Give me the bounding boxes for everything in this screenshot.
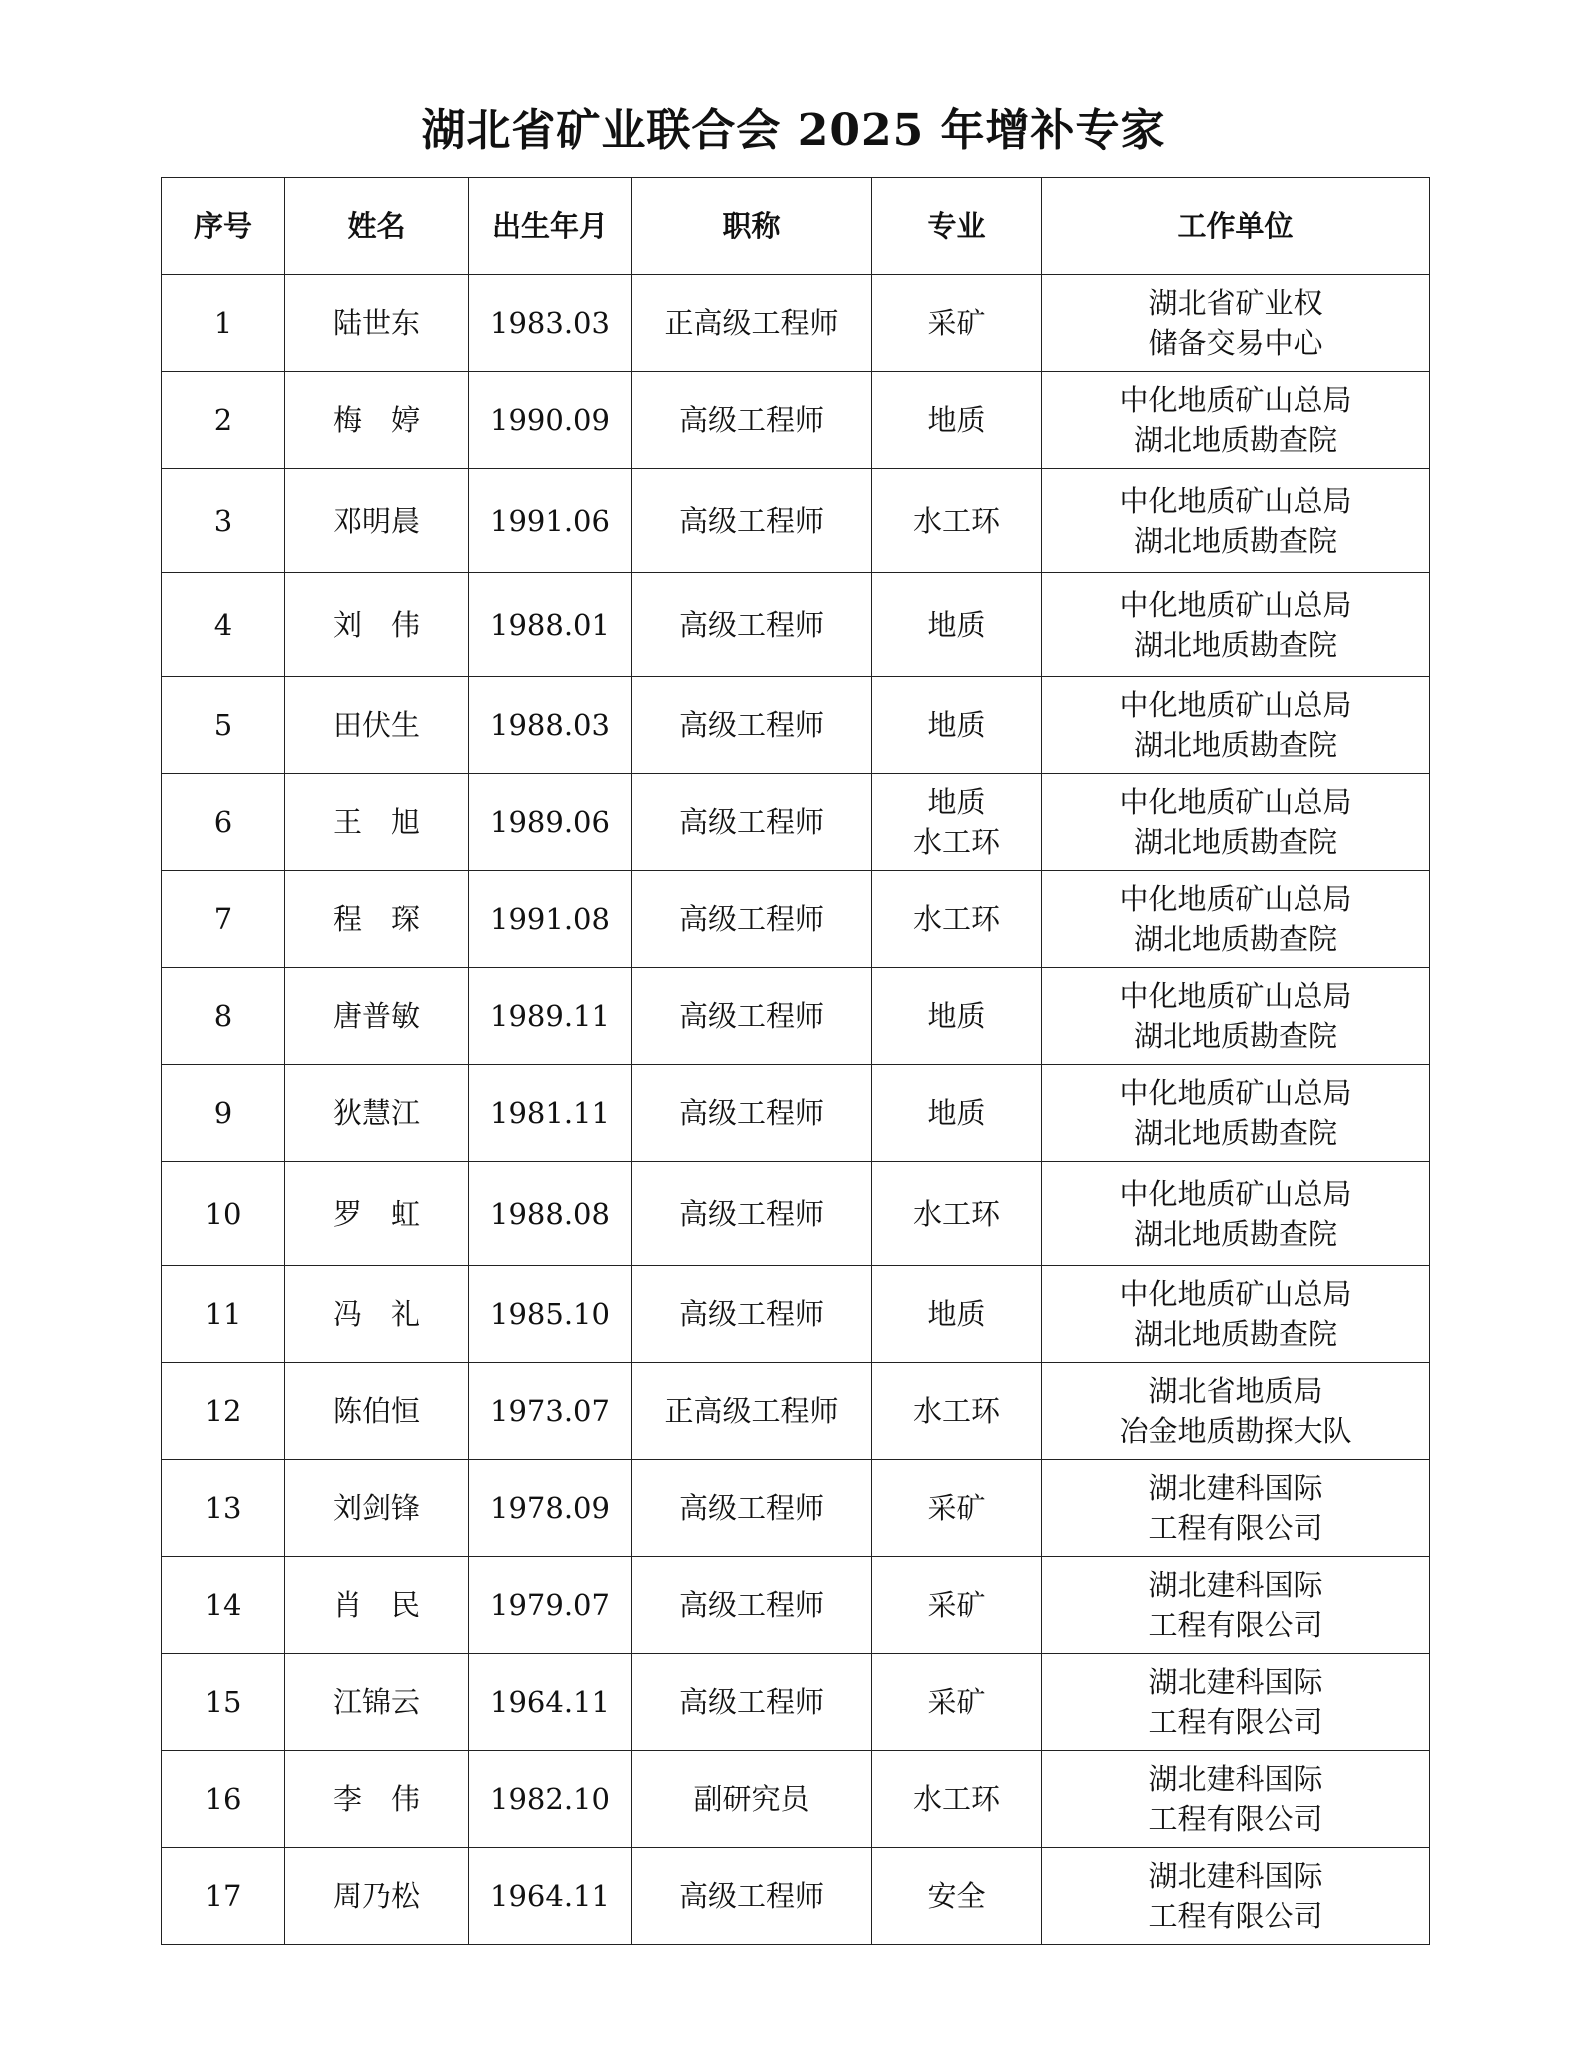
cell-unit-line: 中化地质矿山总局	[1119, 483, 1352, 518]
cell-name: 狄慧江	[285, 1065, 469, 1162]
cell-unit-line: 中化地质矿山总局	[1119, 688, 1352, 722]
cell-birth: 1990.09	[469, 372, 632, 469]
cell-name: 冯 礼	[285, 1266, 469, 1363]
cell-name: 肖 民	[285, 1557, 469, 1654]
cell-title: 副研究员	[632, 1751, 872, 1848]
cell-title: 高级工程师	[632, 372, 872, 469]
cell-seq: 4	[162, 573, 285, 677]
header-name: 姓名	[285, 178, 469, 275]
cell-major-line: 地质	[927, 607, 986, 642]
table-row	[162, 1266, 1430, 1363]
cell-seq: 6	[162, 774, 285, 871]
cell-major	[872, 1162, 1042, 1266]
cell-major-line: 采矿	[927, 306, 986, 340]
cell-major	[872, 573, 1042, 677]
cell-title: 高级工程师	[632, 1162, 872, 1266]
cell-unit-line: 工程有限公司	[1148, 1705, 1323, 1739]
cell-unit-line: 湖北地质勘查院	[1133, 1317, 1337, 1351]
cell-seq: 3	[162, 469, 285, 573]
cell-seq: 17	[162, 1848, 285, 1945]
cell-unit-line: 储备交易中心	[1148, 326, 1323, 360]
cell-major	[872, 968, 1042, 1065]
cell-name: 江锦云	[285, 1654, 469, 1751]
cell-major	[872, 1266, 1042, 1363]
cell-title: 高级工程师	[632, 1460, 872, 1557]
cell-seq: 11	[162, 1266, 285, 1363]
cell-major	[872, 677, 1042, 774]
table-row	[162, 871, 1430, 968]
cell-name: 邓明晨	[285, 469, 469, 573]
cell-unit	[1042, 1460, 1430, 1557]
cell-title: 高级工程师	[632, 1654, 872, 1751]
cell-unit	[1042, 1751, 1430, 1848]
header-title: 职称	[632, 178, 872, 275]
cell-unit	[1042, 1363, 1430, 1460]
cell-unit	[1042, 469, 1430, 573]
cell-major-line: 安全	[927, 1879, 986, 1913]
cell-title: 高级工程师	[632, 871, 872, 968]
cell-title: 高级工程师	[632, 1266, 872, 1363]
cell-major-line: 采矿	[927, 1685, 986, 1719]
cell-unit	[1042, 275, 1430, 372]
table-row	[162, 372, 1430, 469]
cell-name: 刘 伟	[285, 573, 469, 677]
cell-major	[872, 1848, 1042, 1945]
cell-seq: 14	[162, 1557, 285, 1654]
cell-major-line: 水工环	[912, 1196, 1000, 1231]
table-row	[162, 1848, 1430, 1945]
cell-unit-line: 湖北省矿业权	[1148, 286, 1323, 320]
cell-birth: 1985.10	[469, 1266, 632, 1363]
cell-name: 梅 婷	[285, 372, 469, 469]
cell-major	[872, 1751, 1042, 1848]
cell-unit-line: 中化地质矿山总局	[1119, 587, 1352, 622]
cell-unit-line: 湖北地质勘查院	[1133, 423, 1337, 457]
table-header-row	[162, 178, 1430, 275]
cell-birth: 1964.11	[469, 1848, 632, 1945]
cell-seq: 5	[162, 677, 285, 774]
cell-birth: 1991.06	[469, 469, 632, 573]
cell-seq: 15	[162, 1654, 285, 1751]
cell-major-line: 地质	[927, 999, 986, 1033]
cell-title: 高级工程师	[632, 968, 872, 1065]
cell-title: 正高级工程师	[632, 275, 872, 372]
cell-unit	[1042, 1848, 1430, 1945]
cell-birth: 1979.07	[469, 1557, 632, 1654]
cell-unit	[1042, 677, 1430, 774]
table-row	[162, 968, 1430, 1065]
page-title: 湖北省矿业联合会 2025 年增补专家	[421, 105, 1166, 156]
cell-name: 程 琛	[285, 871, 469, 968]
cell-unit-line: 湖北省地质局	[1148, 1374, 1323, 1408]
cell-unit-line: 中化地质矿山总局	[1119, 1076, 1352, 1110]
cell-major-line: 水工环	[912, 1394, 1000, 1428]
table-row	[162, 573, 1430, 677]
cell-major	[872, 1460, 1042, 1557]
cell-birth: 1988.08	[469, 1162, 632, 1266]
cell-major-line: 水工环	[912, 503, 1000, 538]
cell-major	[872, 1363, 1042, 1460]
cell-unit	[1042, 871, 1430, 968]
table-row	[162, 1460, 1430, 1557]
cell-unit-line: 湖北地质勘查院	[1133, 922, 1337, 956]
cell-seq: 1	[162, 275, 285, 372]
cell-birth: 1989.06	[469, 774, 632, 871]
cell-unit-line: 中化地质矿山总局	[1119, 785, 1352, 819]
cell-major	[872, 871, 1042, 968]
cell-unit	[1042, 774, 1430, 871]
cell-major-line: 地质	[927, 708, 986, 742]
cell-seq: 8	[162, 968, 285, 1065]
cell-title: 正高级工程师	[632, 1363, 872, 1460]
cell-major-line: 水工环	[912, 902, 1000, 936]
cell-birth: 1973.07	[469, 1363, 632, 1460]
cell-major	[872, 372, 1042, 469]
table-body	[162, 275, 1430, 1945]
cell-major	[872, 1654, 1042, 1751]
cell-birth: 1981.11	[469, 1065, 632, 1162]
cell-unit-line: 湖北建科国际	[1148, 1762, 1323, 1796]
cell-birth: 1978.09	[469, 1460, 632, 1557]
table-row	[162, 774, 1430, 871]
cell-unit-line: 湖北地质勘查院	[1133, 523, 1337, 558]
cell-unit-line: 湖北地质勘查院	[1133, 728, 1337, 762]
cell-birth: 1991.08	[469, 871, 632, 968]
cell-unit	[1042, 1162, 1430, 1266]
cell-seq: 16	[162, 1751, 285, 1848]
cell-unit	[1042, 573, 1430, 677]
header-major: 专业	[872, 178, 1042, 275]
cell-major	[872, 774, 1042, 871]
cell-seq: 13	[162, 1460, 285, 1557]
cell-unit-line: 湖北建科国际	[1148, 1471, 1323, 1505]
cell-unit-line: 工程有限公司	[1148, 1899, 1323, 1933]
cell-unit-line: 湖北建科国际	[1148, 1859, 1323, 1893]
cell-unit	[1042, 968, 1430, 1065]
cell-name: 王 旭	[285, 774, 469, 871]
cell-unit-line: 中化地质矿山总局	[1119, 383, 1352, 417]
cell-major	[872, 1065, 1042, 1162]
cell-name: 刘剑锋	[285, 1460, 469, 1557]
cell-birth: 1982.10	[469, 1751, 632, 1848]
cell-seq: 9	[162, 1065, 285, 1162]
cell-major	[872, 1557, 1042, 1654]
cell-unit	[1042, 1654, 1430, 1751]
table-row	[162, 1557, 1430, 1654]
cell-name: 陆世东	[285, 275, 469, 372]
cell-major-line: 地质	[927, 1096, 986, 1130]
cell-major-line: 水工环	[912, 1782, 1000, 1816]
cell-birth: 1988.03	[469, 677, 632, 774]
table-row	[162, 1363, 1430, 1460]
cell-major-line: 地质	[927, 1297, 986, 1331]
cell-unit-line: 冶金地质勘探大队	[1119, 1414, 1352, 1448]
cell-unit-line: 中化地质矿山总局	[1119, 882, 1352, 916]
cell-title: 高级工程师	[632, 469, 872, 573]
table-row	[162, 1654, 1430, 1751]
cell-major-line: 水工环	[912, 825, 1000, 859]
cell-title: 高级工程师	[632, 1557, 872, 1654]
cell-birth: 1988.01	[469, 573, 632, 677]
cell-birth: 1983.03	[469, 275, 632, 372]
header-seq: 序号	[162, 178, 285, 275]
cell-name: 周乃松	[285, 1848, 469, 1945]
cell-seq: 12	[162, 1363, 285, 1460]
cell-major-line: 地质	[927, 403, 986, 437]
cell-major-line: 地质	[927, 785, 986, 819]
cell-unit-line: 中化地质矿山总局	[1119, 1176, 1352, 1211]
cell-unit-line: 工程有限公司	[1148, 1608, 1323, 1642]
cell-unit	[1042, 1266, 1430, 1363]
cell-unit-line: 湖北地质勘查院	[1133, 1116, 1337, 1150]
cell-major	[872, 469, 1042, 573]
header-birth: 出生年月	[469, 178, 632, 275]
cell-major-line: 采矿	[927, 1491, 986, 1525]
cell-title: 高级工程师	[632, 1065, 872, 1162]
cell-title: 高级工程师	[632, 1848, 872, 1945]
cell-major	[872, 275, 1042, 372]
experts-table	[161, 177, 1430, 1945]
cell-unit-line: 湖北地质勘查院	[1133, 1216, 1337, 1251]
cell-name: 李 伟	[285, 1751, 469, 1848]
cell-name: 田伏生	[285, 677, 469, 774]
cell-name: 唐普敏	[285, 968, 469, 1065]
cell-seq: 2	[162, 372, 285, 469]
cell-major-line: 采矿	[927, 1588, 986, 1622]
cell-title: 高级工程师	[632, 573, 872, 677]
cell-unit-line: 工程有限公司	[1148, 1802, 1323, 1836]
header-unit: 工作单位	[1042, 178, 1430, 275]
cell-unit-line: 湖北地质勘查院	[1133, 1019, 1337, 1053]
cell-unit-line: 湖北地质勘查院	[1133, 627, 1337, 662]
table-row	[162, 469, 1430, 573]
cell-birth: 1989.11	[469, 968, 632, 1065]
cell-unit-line: 湖北地质勘查院	[1133, 825, 1337, 859]
cell-unit	[1042, 1065, 1430, 1162]
cell-name: 罗 虹	[285, 1162, 469, 1266]
cell-unit-line: 中化地质矿山总局	[1119, 1277, 1352, 1311]
cell-unit	[1042, 1557, 1430, 1654]
cell-name: 陈伯恒	[285, 1363, 469, 1460]
table-row	[162, 1162, 1430, 1266]
cell-seq: 7	[162, 871, 285, 968]
cell-unit-line: 湖北建科国际	[1148, 1568, 1323, 1602]
cell-unit-line: 湖北建科国际	[1148, 1665, 1323, 1699]
table-row	[162, 677, 1430, 774]
cell-birth: 1964.11	[469, 1654, 632, 1751]
cell-unit	[1042, 372, 1430, 469]
table-row	[162, 1065, 1430, 1162]
cell-unit-line: 中化地质矿山总局	[1119, 979, 1352, 1013]
table-row	[162, 1751, 1430, 1848]
cell-unit-line: 工程有限公司	[1148, 1511, 1323, 1545]
cell-title: 高级工程师	[632, 774, 872, 871]
cell-seq: 10	[162, 1162, 285, 1266]
cell-title: 高级工程师	[632, 677, 872, 774]
table-row	[162, 275, 1430, 372]
